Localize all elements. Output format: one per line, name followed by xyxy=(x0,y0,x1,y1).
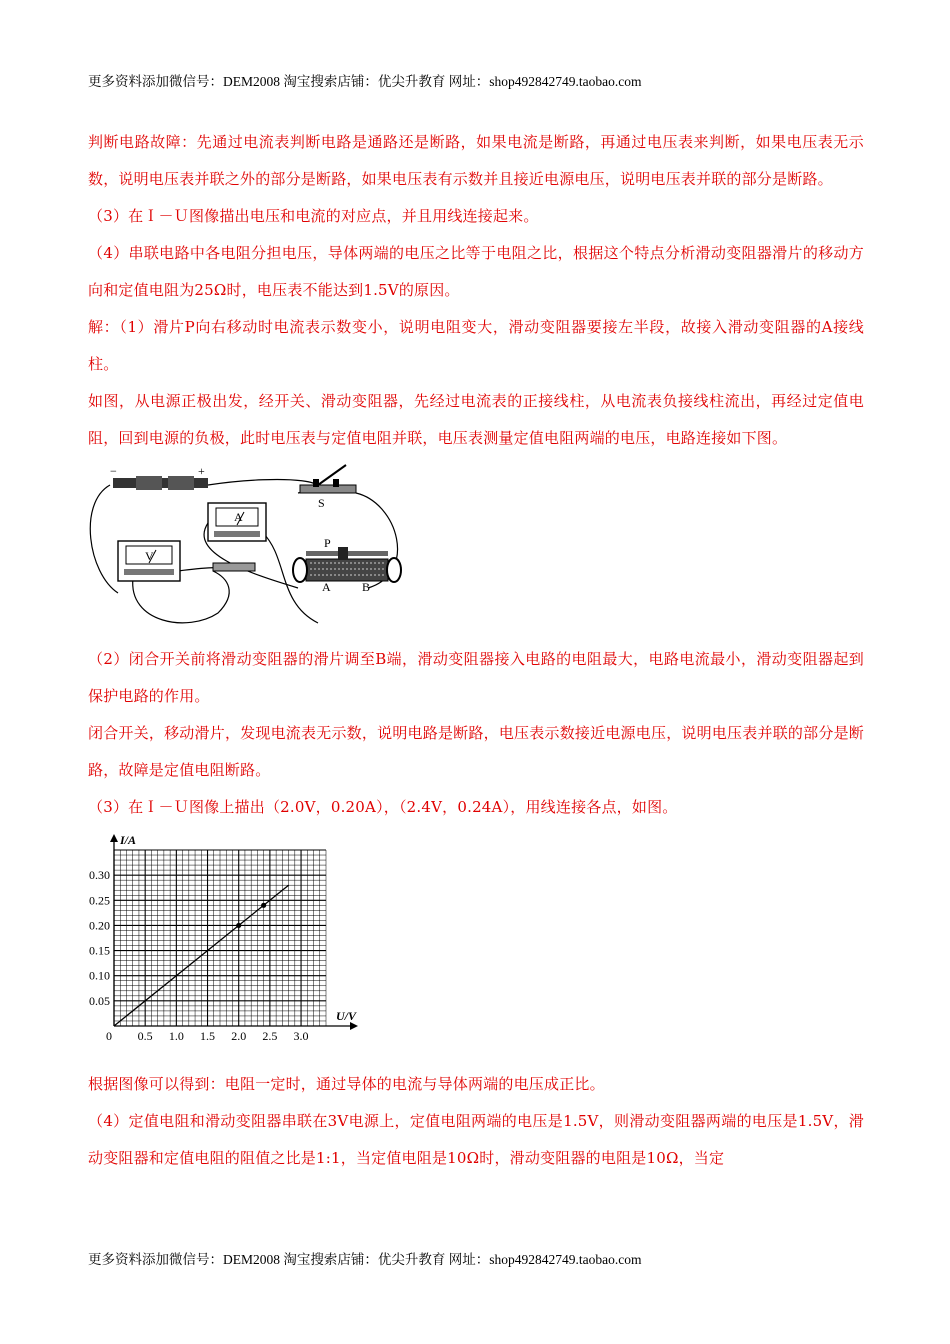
x-tick-label: 2.5 xyxy=(262,1029,278,1043)
rheostat-slider-label: P xyxy=(324,536,331,550)
origin-label: 0 xyxy=(106,1029,112,1043)
paragraph-step3-hint: （3）在Ｉ－Ｕ图像描出电压和电流的对应点，并且用线连接起来。 xyxy=(88,207,539,225)
y-tick-label: 0.05 xyxy=(89,993,110,1008)
paragraph-solution-2b: 闭合开关，移动滑片，发现电流表无示数，说明电路是断路，电压表示数接近电源电压，说明电压表并联的部分是断路，故障是定值电阻断路。 xyxy=(88,724,864,779)
y-tick-label: 0.30 xyxy=(89,868,110,883)
data-point xyxy=(261,903,266,908)
voltmeter-label: V xyxy=(145,549,154,563)
rheostat-terminal-a-label: A xyxy=(322,580,331,594)
battery-icon xyxy=(113,476,208,490)
battery-plus-label: + xyxy=(198,464,205,478)
page-header: 更多资料添加微信号：DEM2008 淘宝搜索店铺：优尖升教育 网址：shop492842749.taobao.com xyxy=(88,74,642,89)
circuit-diagram xyxy=(88,463,408,633)
resistor-icon xyxy=(213,563,255,571)
document-body xyxy=(88,124,864,1177)
switch-label: S xyxy=(318,496,325,510)
page-footer: 更多资料添加微信号：DEM2008 淘宝搜索店铺：优尖升教育 网址：shop492842749.taobao.com xyxy=(88,1252,642,1267)
y-tick-label: 0.25 xyxy=(89,893,110,908)
switch-icon xyxy=(300,465,356,493)
x-axis-label: U/V xyxy=(336,1009,357,1023)
x-tick-label: 1.5 xyxy=(200,1029,216,1043)
paragraph-fault-analysis: 判断电路故障：先通过电流表判断电路是通路还是断路，如果电流是断路，再通过电压表来判断，如果电压表无示数，说明电压表并联之外的部分是断路，如果电压表有示数并且接近电源电压，说明电压表并联的部分是断路。 xyxy=(88,133,864,188)
iu-graph xyxy=(88,830,378,1060)
y-axis-arrow xyxy=(110,834,118,842)
x-axis-arrow xyxy=(350,1022,358,1030)
x-tick-label: 2.0 xyxy=(231,1029,247,1043)
battery-minus-label: − xyxy=(110,464,117,478)
ammeter-label: A xyxy=(234,510,243,524)
circuit-drawing xyxy=(88,463,408,633)
y-tick-label: 0.20 xyxy=(89,918,110,933)
y-tick-label: 0.15 xyxy=(89,943,110,958)
x-tick-label: 0.5 xyxy=(137,1029,153,1043)
paragraph-solution-3: （3）在Ｉ－Ｕ图像上描出（2.0V，0.20A），（2.4V，0.24A），用线连接各点，如图。 xyxy=(88,798,678,816)
x-tick-label: 1.0 xyxy=(168,1029,184,1043)
paragraph-conclusion: 根据图像可以得到：电阻一定时，通过导体的电流与导体两端的电压成正比。 xyxy=(88,1075,605,1093)
y-tick-label: 0.10 xyxy=(89,968,110,983)
paragraph-step4-hint: （4）串联电路中各电阻分担电压，导体两端的电压之比等于电阻之比，根据这个特点分析滑动变阻器滑片的移动方向和定值电阻为25Ω时，电压表不能达到1.5V的原因。 xyxy=(88,244,864,299)
rheostat-icon xyxy=(293,547,401,582)
y-axis-label: I/A xyxy=(120,833,137,847)
paragraph-solution-4: （4）定值电阻和滑动变阻器串联在3V电源上，定值电阻两端的电压是1.5V，则滑动变阻器两端的电压是1.5V，滑动变阻器和定值电阻的阻值之比是1:1，当定值电阻是10Ω时，滑动变阻器的电阻是10Ω，当定 xyxy=(88,1112,864,1167)
paragraph-solution-1: 解：（1）滑片P向右移动时电流表示数变小，说明电阻变大，滑动变阻器要接左半段，故接入滑动变阻器的A接线柱。 xyxy=(88,318,864,373)
paragraph-solution-2a: （2）闭合开关前将滑动变阻器的滑片调至B端，滑动变阻器接入电路的电阻最大，电路电流最小，滑动变阻器起到保护电路的作用。 xyxy=(88,650,864,705)
paragraph-circuit-description: 如图，从电源正极出发，经开关、滑动变阻器，先经过电流表的正接线柱，从电流表负接线柱流出，再经过定值电阻，回到电源的负极，此时电压表与定值电阻并联，电压表测量定值电阻两端的电压，电路连接如下图。 xyxy=(88,392,864,447)
rheostat-terminal-b-label: B xyxy=(362,580,371,594)
data-point xyxy=(236,923,241,928)
x-tick-label: 3.0 xyxy=(293,1029,309,1043)
iu-graph-svg xyxy=(88,830,378,1060)
